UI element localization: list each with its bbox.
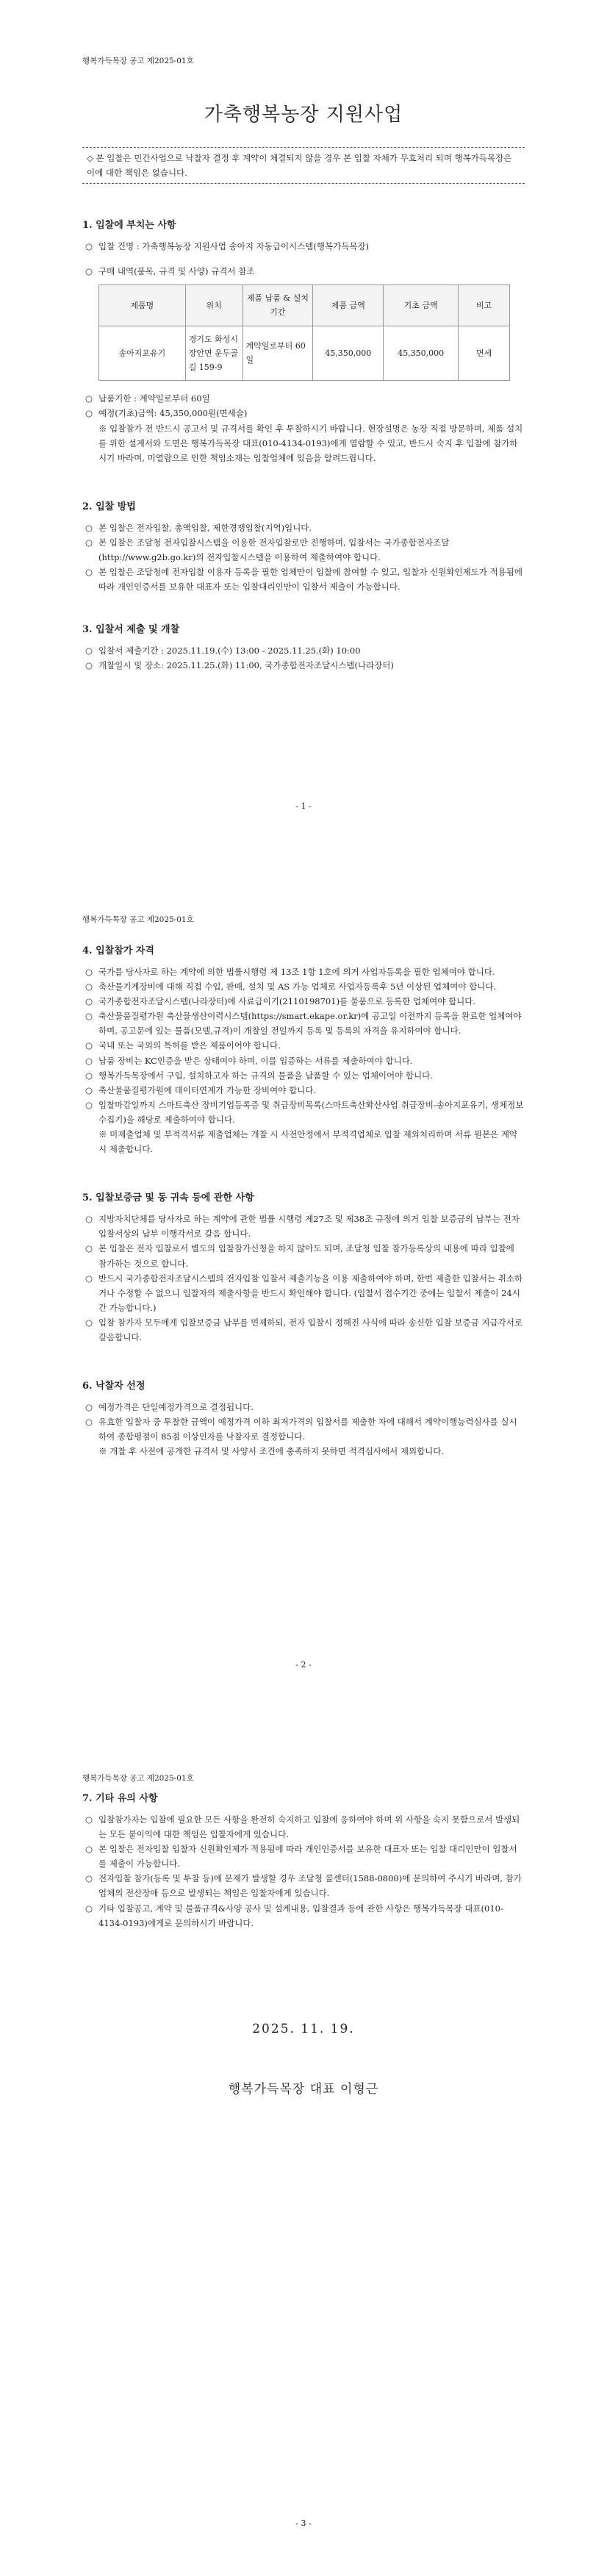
disclaimer-notice: ◇ 본 입찰은 민간사업으로 낙찰자 결정 후 계약이 체결되지 않을 경우 본 입찰 자체가 무효처리 되며 행복가득목장은 이에 대한 책임은 없습니다.: [87, 152, 512, 178]
notice-number: 행복가득목장 공고 제2025-01호: [82, 1774, 194, 1783]
section-3-list: [82, 643, 525, 673]
table-header: 비고: [459, 285, 510, 326]
section-1-details: [82, 391, 525, 465]
list-item: ○ 예정가격은 단일예정가격으로 결정됩니다.: [85, 1402, 254, 1412]
table-header: 제품 금액: [313, 285, 384, 326]
list-item: ○ 반드시 국가종합전자조달시스템의 전자입찰 입찰서 제출기능을 이용 제출하여야 하며, 한번 제출한 입찰서는 취소하거나 수정할 수 없으니 입찰자의 제출사항을 반드시 확인해야 합니다. (입찰서 접수기간 중에는 입찰서 제출이 24시간 가능합니다.): [85, 1273, 523, 1313]
list-item: ○ 본 입찰은 조달청 전자입찰시스템을 이용한 전자입찰로만 진행하며, 입찰서는 국가종합전자조달(http://www.g2b.go.kr)의 전자입찰시스템을 이용하여 제출하여야 합니다.: [85, 537, 450, 562]
page-2: [0, 859, 607, 1717]
section-4-heading: 4. 입찰참가 자격: [82, 945, 154, 956]
list-item: ○ 축산물기계장비에 대해 직접 수입, 판매, 설치 및 AS 가능 업체로 사업자등록후 5년 이상된 업체여야 합니다.: [85, 981, 497, 992]
table-header: 제품명: [99, 285, 186, 326]
section-4-list: [82, 965, 525, 1157]
note-item: ※ 미제출업체 및 부적격서류 제출업체는 개찰 시 사전안정에서 부적격업체로 입찰 제외처리하며 서류 원본은 계약 시 제출합니다.: [98, 1129, 518, 1155]
list-item: ○ 입찰 건명 : 가축행복농장 지원사업 송아지 자동급이시스템(행복가득목장): [85, 240, 370, 251]
table-cell: 45,350,000: [313, 326, 384, 381]
section-1-list: [82, 239, 525, 254]
note-item: ※ 입찰참가 전 반드시 공고서 및 규격서를 확인 후 투찰하시기 바랍니다. 현장설명은 농장 직접 방문하며, 제품 설치를 위한 설계서와 도면은 행복가득목장 대표(010-4134-0193)에게 열람할 수 있고, 반드시 숙지 후 입찰에 참가하시기 바라며, 미열람으로 인한 책임소재는 입찰업체에 있음을 알려드립니다.: [98, 423, 523, 463]
table-cell: 45,350,000: [384, 326, 459, 381]
list-item: ○ 기타 입찰공고, 계약 및 물품규격&사양 공사 및 설계내용, 입찰결과 등에 관한 사항은 행복가득목장 대표(010-4134-0193)에게로 문의하시기 바랍니다.: [85, 1903, 503, 1928]
list-item: ○ 전자입찰 참가(등록 및 투찰 등)에 문제가 발생할 경우 조달청 콜센터(1588-0800)에 문의하여 주시기 바라며, 참가 업체의 전산장애 등으로 발생되는 책임은 입찰자에게 있습니다.: [85, 1873, 522, 1899]
list-item: ○ 본 입찰은 전자입찰 입찰자 신원확인제가 적용됨에 따라 개인인증서를 보유한 대표자 또는 입찰 대리인만이 입찰서를 제출이 가능합니다.: [85, 1844, 517, 1870]
notice-number: 행복가득목장 공고 제2025-01호: [82, 57, 194, 65]
section-7-list: [82, 1812, 525, 1931]
signature-block: [82, 2019, 525, 2101]
table-header: 기초 금액: [384, 285, 459, 326]
table-cell: 계약일로부터 60일: [243, 326, 313, 381]
page-number: - 2 -: [295, 1659, 312, 1670]
page-1: [0, 0, 607, 859]
note-item: ※ 개찰 후 사전에 공개한 규격서 및 사양서 조건에 충족하지 못하면 적격심사에서 제외합니다.: [98, 1446, 445, 1457]
list-item: ○ 행복가득목장에서 구입, 설치하고자 하는 규격의 물품을 납품할 수 있는 업체이어야 합니다.: [85, 1070, 433, 1081]
section-7-heading: 7. 기타 유의 사항: [82, 1793, 158, 1804]
list-item: ○ 국내 또는 국외의 특허를 받은 제품이어야 합니다.: [85, 1040, 281, 1051]
list-item: ○ 입찰마감일까지 스마트축산 장비기업등록증 및 취급장비목록(스마트축산확산사업 취급장비-송아지포유기, 생체정보수집기)을 해당로 제출하여야 합니다.: [85, 1099, 524, 1125]
section-6-heading: 6. 낙찰자 선정: [82, 1381, 146, 1392]
section-1-heading: 1. 입찰에 부치는 사항: [82, 220, 176, 232]
list-item: ○ 납품 장비는 KC인증을 받은 상태여야 하며, 이를 입증하는 서류를 제출하여야 합니다.: [85, 1055, 413, 1066]
section-6-list: [82, 1400, 525, 1459]
list-item: ○ 본 입찰은 조달청에 전자입찰 이용자 등록을 필한 업체만이 입찰에 참여할 수 있고, 입찰자 신원확인제도가 적용됨에 따라 개인인증서를 보유한 대표자 또는 입찰대리인만이 입찰서 제출이 가능합니다.: [85, 567, 522, 593]
table-header: 위치: [185, 285, 243, 326]
table-row: [99, 326, 510, 381]
list-item: ○ 지방자치단체를 당사자로 하는 계약에 관한 법률 시행령 제27조 및 제38조 규정에 의거 입찰 보증금의 납부는 전자입찰서상의 납부 이행각서로 갈음 합니다.: [85, 1214, 520, 1239]
list-item: ○ 국가종합전자조달시스템(나라장터)에 사료급이기(2110198701)를 물품으로 등록한 업체여야 합니다.: [85, 996, 475, 1006]
list-item: ○ 본 입찰은 전자 입찰로서 별도의 입찰참가신청을 하지 않아도 되며, 조달청 입찰 참가등록상의 내용에 따라 입찰에 참가하는 것으로 합니다.: [85, 1243, 514, 1269]
table-cell: 면세: [459, 326, 510, 381]
list-item: ○ 예정(기초)금액: 45,350,000원(면세술): [85, 408, 248, 419]
list-item: ○ 구매 내역(품목, 규격 및 사양) 규격서 참조: [85, 265, 255, 276]
list-item: ○ 납품기한 : 계약일로부터 60일: [85, 393, 210, 404]
section-2-list: [82, 520, 525, 595]
product-table: [98, 285, 510, 381]
page-number: - 1 -: [295, 801, 312, 811]
section-5-list: [82, 1212, 525, 1345]
list-item: ○ 유효한 입찰자 중 투찰한 금액이 예정가격 이하 최저가격의 입찰서를 제출한 자에 대해서 계약이행능력심사를 실시하여 종합평점이 85점 이상인자를 낙찰자로 결정합니다.: [85, 1417, 517, 1442]
list-item: ○ 입찰 참가자 모두에게 입찰보증금 납부를 면제하되, 전자 입찰시 정해진 사식에 따라 송신한 입찰 보증금 지급각서로 갈음합니다.: [85, 1317, 522, 1343]
list-item: ○ 축산물품질평가원 축산물생산이력시스템(https://smart.ekape.or.kr)에 공고일 이전까지 등록을 완료한 업체여야 하며, 공고문에 있는 물품(모델,규격)이 개찰일 전일까지 등록 및 등록의 자격을 유지하여야 합니다.: [85, 1011, 522, 1037]
issuer-name: 행복가득목장 대표 이형근: [228, 2081, 379, 2097]
page-3: [0, 1717, 607, 2576]
section-3-heading: 3. 입찰서 제출 및 개찰: [82, 624, 180, 636]
table-header: 제품 납품 & 설치 기간: [243, 285, 313, 326]
table-cell: 경기도 화성시 장안면 운두골길 159-9: [185, 326, 243, 381]
section-5-heading: 5. 입찰보증금 및 동 귀속 등에 관한 사항: [82, 1192, 254, 1204]
notice-number: 행복가득목장 공고 제2025-01호: [82, 915, 194, 924]
table-cell: 송아지포유기: [99, 326, 186, 381]
list-item: ○ 입찰서 제출기간 : 2025.11.19.(수) 13:00 - 2025.11.25.(화) 10:00: [85, 645, 361, 656]
page-number: - 3 -: [295, 2518, 312, 2528]
section-2-heading: 2. 입찰 방법: [82, 501, 136, 512]
list-item: ○ 축산물품질평가원에 데이터연계가 가능한 장비여야 합니다.: [85, 1084, 316, 1095]
list-item: ○ 입찰참가자는 입찰에 필요한 모든 사항을 완전히 숙지하고 입찰에 응하여야 하며 위 사항을 숙지 못함으로서 발생되는 모든 불이익에 대한 책임은 입찰자에게 있습니다.: [85, 1814, 520, 1839]
list-item: ○ 본 입찰은 전자입찰, 총액입찰, 제한경쟁입찰(지역)입니다.: [85, 522, 312, 533]
table-header-row: [99, 285, 510, 326]
list-item: ○ 개찰일시 및 장소: 2025.11.25.(화) 11:00, 국가종합전자조달시스템(나라장터): [85, 660, 394, 671]
list-item: ○ 국가를 당사자로 하는 계약에 의한 법률시행령 제 13조 1항 1호에 의거 사업자등록을 필한 업체여야 합니다.: [85, 966, 495, 977]
document-title: 가축행복농장 지원사업: [204, 104, 403, 126]
issue-date: 2025. 11. 19.: [252, 2021, 355, 2036]
